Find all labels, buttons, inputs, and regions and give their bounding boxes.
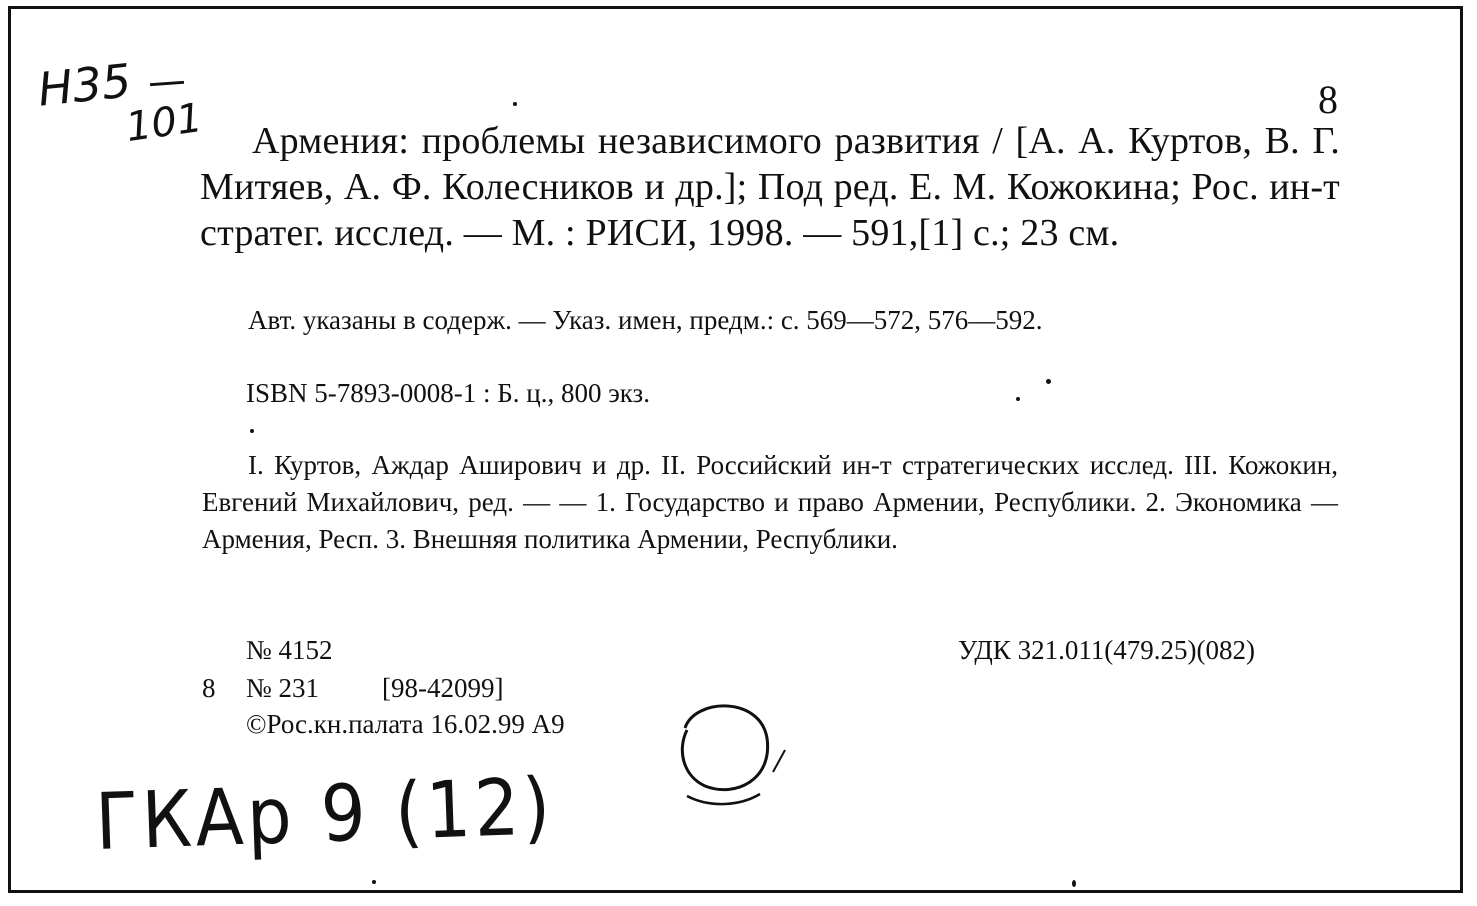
scan-speck [1046,379,1051,384]
drawn-circle-mark [665,690,805,830]
scan-speck [1072,880,1076,887]
udc-code: УДК 321.011(479.25)(082) [958,635,1256,665]
scan-speck [513,102,517,106]
record-number-2: № 231 [246,673,320,703]
page-number: 8 [1318,77,1338,122]
isbn-line: ISBN 5-7893-0008-1 : Б. ц., 800 экз. [246,378,650,408]
main-entry: Армения: проблемы независимого развития / [А. А. Куртов, В. Г. Митяев, А. Ф. Колесников и др.]; Под ред. Е. М. Кожокина; Рос. ин-т стратег. исслед. — М. : РИСИ, 1998. — 591,[1] с.; 23 см. [200,120,1340,254]
record-code: [98-42099] [382,673,504,703]
scan-speck [250,429,254,433]
record-number-1: № 4152 [246,635,333,665]
record-number-2-prefix: 8 [202,673,216,703]
handwritten-code-top: Н35 [35,53,134,117]
handwritten-code-bottom: ГКАр 9 (12) [94,762,556,868]
scan-speck [1016,397,1020,401]
handwritten-code-fraction: 101 [123,94,206,152]
scan-speck [372,880,376,884]
contents-note: Авт. указаны в содерж. — Указ. имен, предм.: с. 569—572, 576—592. [248,305,1043,335]
copyright-line: ©Рос.кн.палата 16.02.99 А9 [246,709,565,739]
tracings: I. Куртов, Аждар Аширович и др. II. Российский ин-т стратегических исслед. III. Кожокин, Евгений Михайлович, ред. — — 1. Государство и право Армении, Республики. 2. Экономика — Армения, Респ. 3. Внешняя политика Армении, Республики. [202,450,1338,554]
